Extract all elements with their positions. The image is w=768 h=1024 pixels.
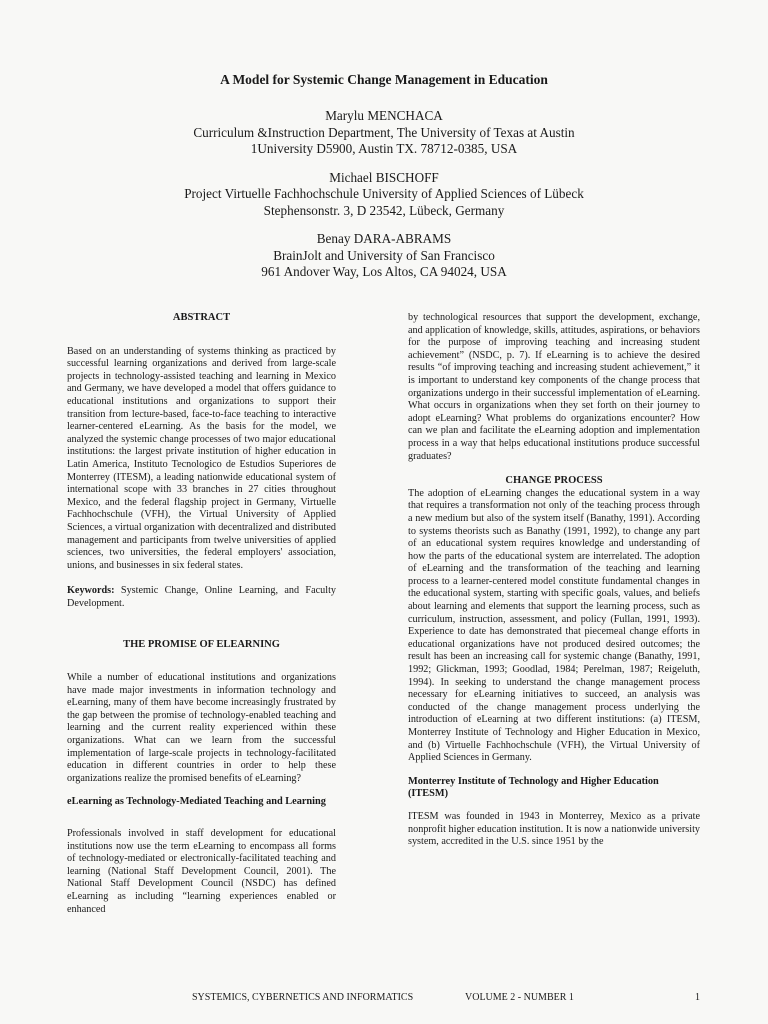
itesm-heading: Monterrey Institute of Technology and Higher Education (ITESM) [408,775,659,800]
keywords-label: Keywords: [67,585,115,597]
author-name: Marylu MENCHACA [325,108,443,123]
abstract-text: Based on an understanding of systems thinking as practiced by successful learning organizations and derived from large-scale projects in technology-assisted teaching and learning in Mexico and Germany, we have developed a model that offers guidance to educational institutions and organizations to support their transition from lecture-based, face-to-face teaching to interactive learner-centered eLearning. As the basis for the model, we analyzed the systemic change processes of two major educational institutions: the largest private institution of higher education in Latin America, Instituto Tecnologico de Estudios Superiores de Monterrey (ITESM), a leading nationwide educational system of international scope with 33 branches in 27 cities throughout Mexico, and the federal flagship project in Germany, Virtuelle Fachhochschule (VFH), the Virtual University of Applied Sciences, a virtual organization with decentralized and distributed management and participants from twelve universities of applied sciences, two universities, the federal employers' association, unions, and businesses in six federal states. [67,345,336,571]
author-address: Stephensonstr. 3, D 23542, Lübeck, Germany [263,202,505,218]
promise-heading: THE PROMISE OF ELEARNING [123,639,280,651]
keywords [67,585,336,610]
right-column [408,312,700,849]
author-affiliation: Curriculum &Instruction Department, The University of Texas at Austin [193,124,575,140]
abstract-heading: ABSTRACT [172,312,231,323]
title-block [0,72,768,293]
itesm-text: ITESM was founded in 1943 in Monterrey, Mexico as a private nonprofit higher education institution. It is now a nationwide university system, accredited in the U.S. since 1951 by the [408,810,700,848]
author-affiliation: Project Virtuelle Fachhochschule University of Applied Sciences of Lübeck [184,186,584,201]
author-address: 1University D5900, Austin TX. 78712-0385, USA [250,141,518,156]
keywords-text: Systemic Change, Online Learning, and Faculty Development. [67,585,336,609]
author-affiliation: BrainJolt and University of San Francisco [273,247,495,263]
author-name: Michael BISCHOFF [329,169,439,185]
author-block-3 [0,231,768,281]
footer-volume: VOLUME 2 - NUMBER 1 [465,992,574,1003]
change-process-text: The adoption of eLearning changes the educational system in a way that requires a transformation not only of the teaching process through a new medium but also of the system itself (Banathy, 1991). According to systems theorists such as Banathy (1991, 1992), to change any part of an educational system requires knowledge and understanding of how the parts of the educational system are interrelated. The adoption of eLearning and the transformation of the teaching and learning process to a learner-centered model constitute fundamental changes in the educational system, starting with specific goals, values, and beliefs about learning and elements that support the learning process, such as curriculum, instruction, assessment, and policy (Fullan, 1991, 1993). Experience to date has demonstrated that piecemeal change efforts in educational organizations have not produced desired outcomes; the result has been an increasing call for systemic change (Banathy, 1991, 1992; Glickman, 1993; Goodlad, 1984; Perelman, 1987; Reigeluth, 1994). In seeking to understand the change management process necessary for eLearning initiatives to succeed, an analysis was conducted of the change management process underlying the introduction of eLearning at two different institutions: (a) ITESM, Monterrey Institute of Technology and Higher Education in Mexico, and (b) Virtuelle Fachhochschule (VFH), the Virtual University of Applied Sciences in Germany. [408,487,700,764]
promise-text: While a number of educational institutions and organizations have made major investments in information technology and eLearning, many of them have become increasingly frustrated by the gap between the promise of technology-enabled teaching and learning and the current reality experienced within these organizations. What can we learn from the successful implementation of large-scale projects in technology-facilitated education in different countries in order to help these organizations realize the promised benefits of eLearning? [67,672,336,784]
author-address: 961 Andover Way, Los Altos, CA 94024, USA [261,264,507,279]
footer-page-number: 1 [695,992,700,1003]
left-column [67,312,336,916]
change-process-heading: CHANGE PROCESS [505,475,603,487]
footer-journal: SYSTEMICS, CYBERNETICS AND INFORMATICS [192,992,414,1003]
author-block-1 [0,108,768,158]
paper-title: A Model for Systemic Change Management in Education [220,72,548,87]
author-name: Benay DARA-ABRAMS [316,231,452,246]
elearning-text: Professionals involved in staff development for educational institutions now use the term eLearning to encompass all forms of technology-mediated or electronically-facilitated teaching and learning (National Staff Development Council, 2001). The National Staff Development Council (NSDC) has defined eLearning as including “learning experiences enabled or enhanced [67,828,336,915]
elearning-heading: eLearning as Technology-Mediated Teaching and Learning [67,796,326,808]
continued-text: by technological resources that support the development, exchange, and application of knowledge, skills, attitudes, aspirations, or behaviors for the purpose of improving teaching and increasing student achievement” (NSDC, p. 7). If eLearning is to achieve the desired results “of improving teaching and increasing student achievement,” it is important to understand key components of the change process that organizations undergo in their successful implementation of eLearning. What occurs in organizations when they set forth on their journey to adopt eLearning? What problems do organizations encounter? How can we plan and facilitate the eLearning adoption and implementation process in a way that helps educational institutions produce successful graduates? [408,312,700,462]
author-block-2 [0,170,768,220]
